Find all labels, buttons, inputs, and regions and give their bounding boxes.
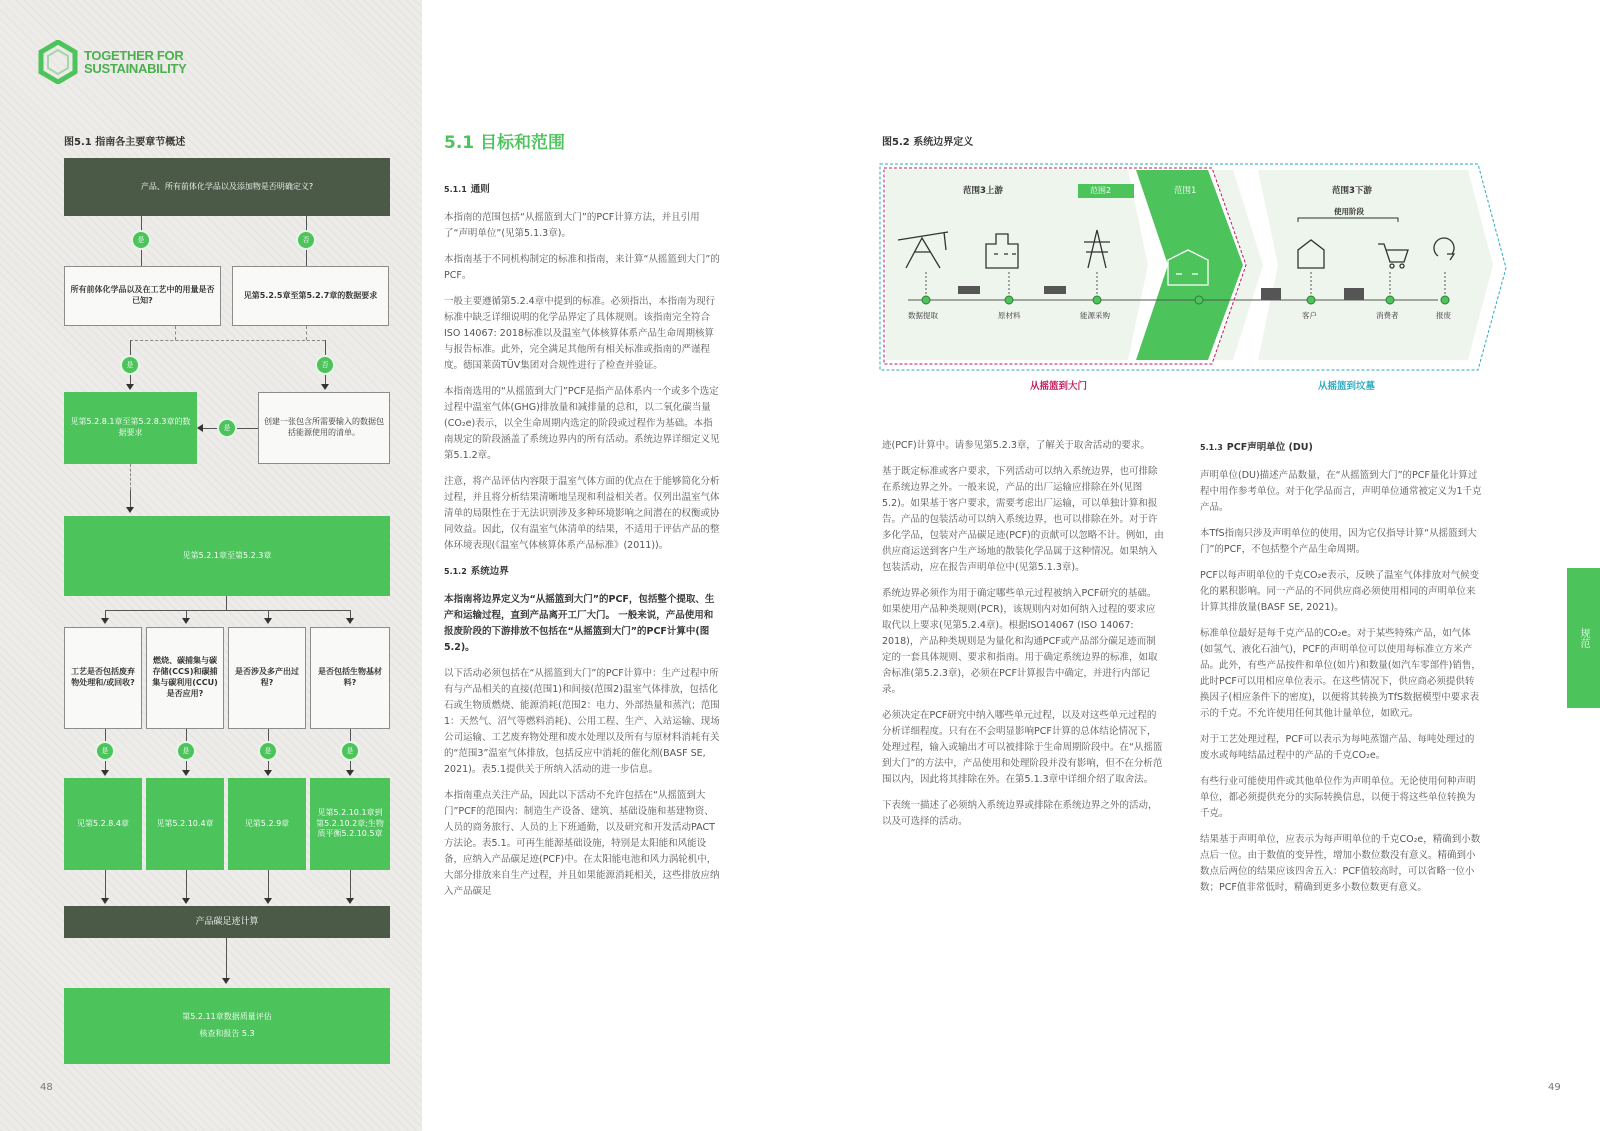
flow-box-data-requirements-5281: 见第5.2.8.1章至第5.2.8.3章的数据要求 xyxy=(64,392,197,464)
paragraph: 本指南基于不同机构制定的标准和指南，来计算“从摇篮到大门”的PCF。 xyxy=(444,254,720,281)
paragraph: 必须决定在PCF研究中纳入哪些单元过程，以及对这些单元过程的分析详细程度。只有在不会明显影响PCF计算的总体结论情况下，处理过程，输入或输出才可以被排除于生命周期阶段中。在“从摇篮到大门”的方法中，产品使用和处理阶段并没有影响，但不在分析范围以内，因此将其排除在外。在第5.1.3章中详细介绍了取舍法。 xyxy=(882,710,1163,785)
subsection-label: 通则 xyxy=(470,184,490,195)
paragraph: 系统边界必须作为用于确定哪些单元过程被纳入PCF研究的基础。如果使用产品种类规则(PCR)，该规则内对如何纳入过程的要求应取代以上要求(见第5.2.4章)。根据ISO14067 (ISO 14067: 2018)，产品种类规则是为量化和沟通PCF或产品部分碳足迹而制定的一套具体规则、要求和指南。用于确定系统边界的标准，如取舍标准(第5.2.3章)，必须在PCF计算报告中确定，并进行内部记录。 xyxy=(882,588,1158,695)
flow-box-create-list: 创建一张包含所需要输入的数据包括能源使用的清单。 xyxy=(258,392,390,464)
paragraph: 注意，将产品评估内容限于温室气体方面的优点在于能够简化分析过程，并且将分析结果清晰地呈现和利益相关者。仅列出温室气体清单的局限性在于无法识别涉及多种环境影响之间潜在的权衡或协同效益。因此，仅有温室气体清单的结果，不适用于评估产品的整体环境表现(《温室气体核算体系产品标准》(2011))。 xyxy=(444,476,720,551)
flow-final-line-1: 第5.2.11章数据质量评估 xyxy=(182,1012,272,1022)
yes-dot-2: 是 xyxy=(120,355,140,375)
subsection-5-1-1-title xyxy=(444,182,720,198)
paragraph: 有些行业可能使用件或其他单位作为声明单位。无论使用何种声明单位，都必须提供充分的实际转换信息，以便于将这些单位转换为千克。 xyxy=(1200,776,1476,819)
subsection-number: 5.1.3 xyxy=(1200,443,1223,452)
paragraph: 一般主要遵循第5.2.4章中提到的标准。必须指出，本指南为现行标准中缺乏详细说明的化学品界定了具体规则。该指南完全符合ISO 14067: 2018标准以及温室气体核算体系产品生命周期核算与报告标准。此外，完全满足其他所有相关标准或指南的严谨程度。德国莱茵TÜV集团对合规性进行了检查并验证。 xyxy=(444,296,716,371)
yes-dot-q3: 是 xyxy=(258,741,278,761)
logo-text xyxy=(84,49,186,75)
paragraph: 本TfS指南只涉及声明单位的使用，因为它仅指导计算“从摇篮到大门”的PCF，不包括整个产品生命周期。 xyxy=(1200,528,1477,555)
flow-box-5-2-1: 见第5.2.1章至第5.2.3章 xyxy=(64,516,390,596)
paragraph: 迹(PCF)计算中。请参见第5.2.3章，了解关于取舍活动的要求。 xyxy=(882,440,1150,451)
flow-result-529: 见第5.2.9章 xyxy=(228,778,306,870)
no-dot: 否 xyxy=(296,230,316,250)
flow-question-ccs-ccu: 燃烧、碳捕集与碳存储(CCS)和碳捕集与碳利用(CCU)是否应用? xyxy=(146,627,224,729)
text-column-4 xyxy=(1200,440,1482,906)
flow-question-definition: 产品、所有前体化学品以及添加物是否明确定义? xyxy=(64,158,390,216)
node-label-energy: 能源采购 xyxy=(1080,311,1110,320)
flow-pcf-calculation: 产品碳足迹计算 xyxy=(64,906,390,938)
subsection-5-1-3-title xyxy=(1200,440,1482,456)
label-scope3-downstream: 范围3下游 xyxy=(1332,186,1372,196)
paragraph: 对于工艺处理过程，PCF可以表示为每吨蒸馏产品、每吨处理过的废水或每吨结晶过程中的产品的千克CO₂e。 xyxy=(1200,734,1475,761)
subsection-5-1-2-title xyxy=(444,564,720,580)
paragraph: 本指南重点关注产品，因此以下活动不允许包括在“从摇篮到大门”PCF的范围内：制造生产设备、建筑、基础设施和基建物资、人员的商务旅行、人员的上下班通勤，以及研究和开发活动PACT方法论。表5.1。可再生能源基础设施，特别是太阳能和风能设备，应纳入产品碳足迹(PCF)中。在太阳能电池和风力涡轮机中，大部分排放来自生产过程，并且如果能源消耗相关，这些排放应纳入产品碳足 xyxy=(444,790,720,897)
paragraph: 以下活动必须包括在“从摇篮到大门”的PCF计算中：生产过程中所有与产品相关的直接(范围1)和间接(范围2)温室气体排放，包括化石或生物质燃烧、能源消耗(范围2：电力、外部热量和蒸汽；范围1：天然气、沼气等燃料消耗)、公用工程、生产、入站运输、现场公司运输、工艺废弃物处理和废水处理以及所有与原材料消耗有关的“范围3”温室气体排放，包括反应中消耗的催化剂(BASF SE, 2021)。表5.1提供关于所纳入活动的进一步信息。 xyxy=(444,668,720,775)
node-label-consumer: 消费者 xyxy=(1376,311,1399,320)
paragraph-bold: 本指南将边界定义为“从摇篮到大门”的PCF，包括整个提取、生产和运输过程，直到产品离开工厂大门。 一般来说，产品使用和报废阶段的下游排放不包括在“从摇篮到大门”的PCF计算中(图5.2)。 xyxy=(444,594,715,653)
left-page-panel xyxy=(0,0,422,1131)
paragraph: 声明单位(DU)描述产品数量，在“从摇篮到大门”的PCF量化计算过程中用作参考单位。对于化学品而言，声明单位通常被定义为1千克产品。 xyxy=(1200,470,1482,513)
paragraph: 本指南的范围包括“从摇篮到大门”的PCF计算方法，并且引用了“声明单位”(见第5.1.3章)。 xyxy=(444,212,700,239)
figure-5-2-title: 图5.2 系统边界定义 xyxy=(882,137,974,148)
flow-question-waste: 工艺是否包括废弃物处理和/或回收? xyxy=(64,627,142,729)
node-label-raw-material: 原材料 xyxy=(998,311,1021,320)
paragraph: PCF以每声明单位的千克CO₂e表示，反映了温室气体排放对气候变化的累积影响。同一产品的不同供应商必须使用相同的声明单位来计算其排放量(BASF SE, 2021)。 xyxy=(1200,570,1480,613)
subsection-label: 系统边界 xyxy=(470,566,509,577)
yes-dot-q4: 是 xyxy=(340,741,360,761)
flow-result-52101: 见第5.2.10.1章到第5.2.10.2章;生物质平衡5.2.10.5章 xyxy=(310,778,390,870)
logo-line-2: SUSTAINABILITY xyxy=(84,61,187,76)
node-label-end-of-life: 报废 xyxy=(1436,311,1451,320)
yes-dot: 是 xyxy=(131,230,151,250)
yes-dot-q2: 是 xyxy=(176,741,196,761)
section-title: 5.1 目标和范围 xyxy=(444,133,566,153)
yes-dot-q1: 是 xyxy=(95,741,115,761)
tfs-logo xyxy=(38,40,186,84)
label-scope2: 范围2 xyxy=(1090,186,1112,195)
text-column-1 xyxy=(444,182,720,910)
label-use-stage: 使用阶段 xyxy=(1334,207,1364,216)
flow-question-multi-output: 是否涉及多产出过程? xyxy=(228,627,306,729)
paragraph: 下表统一描述了必须纳入系统边界或排除在系统边界之外的活动，以及可选择的活动。 xyxy=(882,800,1158,827)
system-boundary-svg xyxy=(878,160,1518,400)
subsection-label: PCF声明单位 (DU) xyxy=(1226,442,1313,453)
page-number-right: 49 xyxy=(1548,1082,1561,1093)
side-tab-norms[interactable]: 规范 xyxy=(1567,568,1600,708)
paragraph: 结果基于声明单位，应表示为每声明单位的千克CO₂e，精确到小数点后一位。由于数值的变异性，增加小数位数没有意义。精确到小数点后两位的结果应该四舍五入：PCF值较高时，可以省略一位小数；PCF值非常低时，精确到更多小数位数更有意义。 xyxy=(1200,834,1481,893)
figure-5-1-title: 图5.1 指南各主要章节概述 xyxy=(64,137,186,148)
paragraph: 基于既定标准或客户要求，下列活动可以纳入系统边界，也可排除在系统边界之外。一般来说，产品的出厂运输应排除在外(见图5.2)。如果基于客户要求，需要考虑出厂运输，可以单独计算和报告。产品的包装活动可以纳入系统边界，也可以排除在外。对于许多化学品，包装对产品碳足迹(PCF)的贡献可以忽略不计。例如，由供应商运送到客户生产场地的散装化学品属于这种情况。如果纳入包装活动，应在报告声明单位中(见第5.1.3章)。 xyxy=(882,466,1164,573)
flow-result-52104: 见第5.2.10.4章 xyxy=(146,778,224,870)
node-label-customer: 客户 xyxy=(1302,311,1317,320)
system-boundary-diagram xyxy=(878,160,1518,400)
label-scope3-upstream: 范围3上游 xyxy=(963,186,1003,196)
text-column-3 xyxy=(882,438,1164,840)
subsection-number: 5.1.2 xyxy=(444,567,467,576)
label-cradle-to-grave: 从摇篮到坟墓 xyxy=(1318,381,1376,392)
flow-box-precursors-known: 所有前体化学品以及在工艺中的用量是否已知? xyxy=(64,266,221,326)
paragraph: 本指南选用的“从摇篮到大门”PCF是指产品体系内一个或多个选定过程中温室气体(GHG)排放量和减排量的总和，以二氧化碳当量(CO₂e)表示，以全生命周期内选定的阶段或过程作为基础。本指南规定的阶段涵盖了系统边界内的所有活动。系统边界详细定义见第5.1.2章。 xyxy=(444,386,720,461)
hexagon-logo-icon xyxy=(38,40,78,84)
node-label-extraction: 数据提取 xyxy=(908,311,938,320)
page-number-left: 48 xyxy=(40,1082,53,1093)
subsection-number: 5.1.1 xyxy=(444,185,467,194)
label-cradle-to-gate: 从摇篮到大门 xyxy=(1030,381,1088,392)
flow-question-biobased: 是否包括生物基材料? xyxy=(310,627,390,729)
flow-result-5284: 见第5.2.8.4章 xyxy=(64,778,142,870)
flow-final-line-2: 核查和报告 5.3 xyxy=(199,1029,255,1038)
paragraph: 标准单位最好是每千克产品的CO₂e。对于某些特殊产品，如气体(如氢气、液化石油气)，PCF的声明单位可以使用每标准立方米产品。此外，有些产品按件和单位(如片)和数量(如汽车零部件)销售，此时PCF可以用相应单位表示。在这些情况下，供应商必须提供转换因子(相应条件下的密度)，以便将其转换为TfS数据模型中要求表示的千克。不允许使用任何其他计量单位，如欧元。 xyxy=(1200,628,1481,719)
flow-final-box xyxy=(64,988,390,1064)
label-scope1: 范围1 xyxy=(1174,186,1197,196)
yes-dot-3: 是 xyxy=(217,418,237,438)
flow-box-data-requirements: 见第5.2.5章至第5.2.7章的数据要求 xyxy=(232,266,389,326)
logo-line-1: TOGETHER FOR xyxy=(84,48,184,63)
no-dot-2: 否 xyxy=(315,355,335,375)
